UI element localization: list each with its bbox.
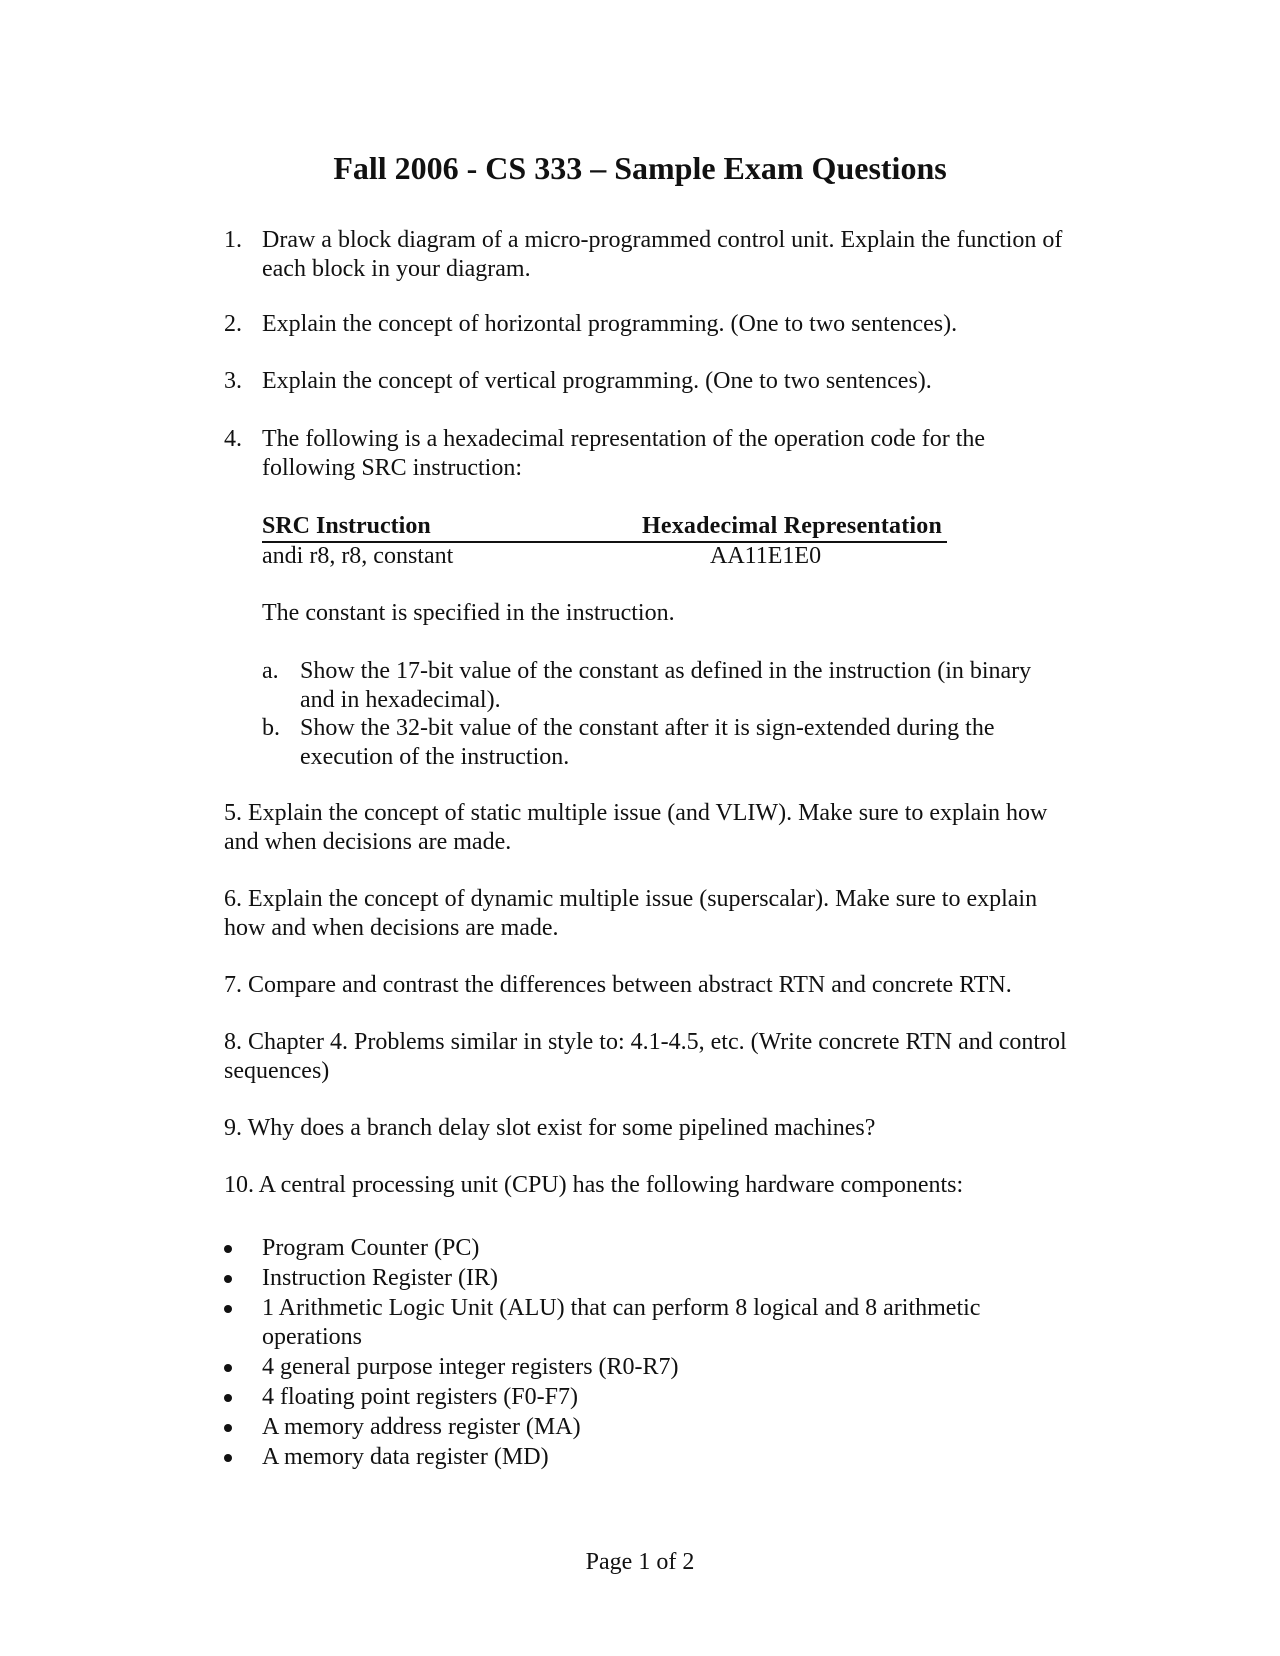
page-footer: Page 1 of 2	[585, 1549, 695, 1575]
question-4	[224, 425, 1084, 483]
question-4a	[262, 657, 1062, 715]
table-header-hex: Hexadecimal Representation	[642, 512, 947, 543]
question-3	[224, 367, 1084, 396]
question-number: 2.	[224, 311, 242, 337]
question-text: Draw a block diagram of a micro-programmed control unit. Explain the function of each block in your diagram.	[262, 227, 1063, 282]
subquestion-label: a.	[262, 658, 279, 684]
question-4b	[262, 714, 1062, 772]
list-item: Instruction Register (IR)	[224, 1264, 1084, 1293]
question-9: 9. Why does a branch delay slot exist for some pipelined machines?	[224, 1115, 876, 1141]
subquestion-text: Show the 32-bit value of the constant after it is sign-extended during the execution of the instruction.	[300, 715, 995, 770]
bullet-icon	[224, 1245, 232, 1253]
question-number: 3.	[224, 368, 242, 394]
question-text: Explain the concept of vertical programming. (One to two sentences).	[262, 368, 932, 394]
question-7: 7. Compare and contrast the differences between abstract RTN and concrete RTN.	[224, 972, 1012, 998]
question-number: 4.	[224, 426, 242, 452]
question-4-note: The constant is specified in the instruction.	[262, 600, 675, 626]
question-10: 10. A central processing unit (CPU) has the following hardware components:	[224, 1172, 964, 1198]
question-text: The following is a hexadecimal representation of the operation code for the following SRC instruction:	[262, 426, 986, 481]
table-header-instruction: SRC Instruction	[262, 512, 642, 543]
list-item: A memory address register (MA)	[224, 1413, 1084, 1442]
question-2	[224, 310, 1084, 339]
component-list	[224, 1234, 1084, 1473]
question-8: 8. Chapter 4. Problems similar in style to: 4.1-4.5, etc. (Write concrete RTN and control sequences)	[224, 1029, 1067, 1084]
table-cell-hex: AA11E1E0	[710, 543, 822, 569]
list-item: Program Counter (PC)	[224, 1234, 1084, 1263]
bullet-icon	[224, 1424, 232, 1432]
bullet-icon	[224, 1394, 232, 1402]
subquestion-label: b.	[262, 715, 280, 741]
bullet-icon	[224, 1305, 232, 1313]
list-item: 4 floating point registers (F0-F7)	[224, 1383, 1084, 1412]
question-5: 5. Explain the concept of static multiple issue (and VLIW). Make sure to explain how and when decisions are made.	[224, 800, 1048, 855]
bullet-icon	[224, 1364, 232, 1372]
question-1	[224, 226, 1084, 284]
question-6: 6. Explain the concept of dynamic multiple issue (superscalar). Make sure to explain how and when decisions are made.	[224, 886, 1038, 941]
bullet-icon	[224, 1454, 232, 1462]
list-item: A memory data register (MD)	[224, 1443, 1084, 1472]
table-cell-instruction: andi r8, r8, constant	[262, 543, 454, 569]
subquestion-text: Show the 17-bit value of the constant as defined in the instruction (in binary and in hexadecimal).	[300, 658, 1032, 713]
page-title: Fall 2006 - CS 333 – Sample Exam Questions	[333, 150, 947, 186]
question-number: 1.	[224, 227, 242, 253]
question-text: Explain the concept of horizontal programming. (One to two sentences).	[262, 311, 958, 337]
list-item: 1 Arithmetic Logic Unit (ALU) that can perform 8 logical and 8 arithmetic operations	[224, 1294, 1084, 1352]
bullet-icon	[224, 1275, 232, 1283]
list-item: 4 general purpose integer registers (R0-R7)	[224, 1353, 1084, 1382]
